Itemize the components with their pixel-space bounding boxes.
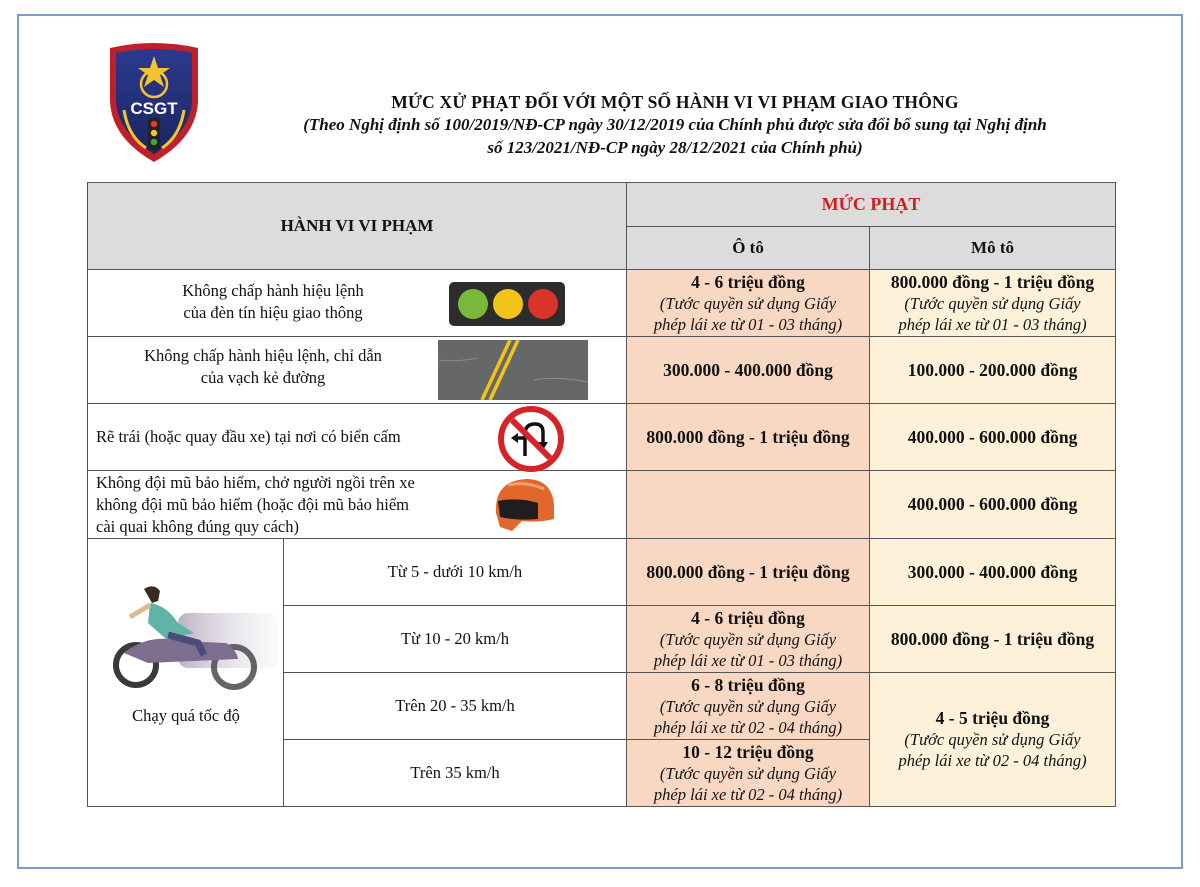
moto-fine-cell [870,673,1116,807]
car-fine: 4 - 6 triệu đồng [691,607,805,628]
behavior-line: Rẽ trái (hoặc quay đầu xe) tại nơi có biển cấm [96,427,401,446]
car-fine-cell [627,673,870,740]
header-penalty: MỨC PHẠT [627,183,1116,227]
moto-fine-cell [870,471,1116,539]
car-fine: 800.000 đồng - 1 triệu đồng [646,561,850,582]
no-left-turn-sign-icon [498,406,564,477]
speed-range: Từ 5 - dưới 10 km/h [284,539,627,606]
car-fine-cell [627,740,870,807]
moto-fine-cell [870,270,1116,337]
moto-fine: 800.000 đồng - 1 triệu đồng [890,271,1095,292]
car-note: phép lái xe từ 01 - 03 tháng) [653,650,843,670]
behavior-traffic-light [88,270,627,337]
behavior-line: của vạch kẻ đường [200,368,326,387]
moto-note: phép lái xe từ 02 - 04 tháng) [898,751,1087,770]
car-fine-cell [627,270,870,337]
speeding-motorbike-icon [108,583,280,698]
speeding-label: Chạy quá tốc độ [132,706,240,725]
moto-fine: 800.000 đồng - 1 triệu đồng [890,628,1095,649]
car-note: phép lái xe từ 01 - 03 tháng) [653,314,843,334]
behavior-line: của đèn tín hiệu giao thông [183,303,363,322]
car-note: phép lái xe từ 02 - 04 tháng) [653,717,843,737]
car-fine-cell [627,606,870,673]
car-note: (Tước quyền sử dụng Giấy [659,629,837,649]
behavior-line: Không đội mũ bảo hiểm, chở người ngồi trên xe [96,473,415,492]
traffic-light-icon [447,280,567,333]
moto-fine-cell [870,606,1116,673]
header-car: Ô tô [627,227,870,270]
moto-fine: 4 - 5 triệu đồng [935,708,1050,728]
behavior-no-left-turn [88,404,627,471]
car-fine: 6 - 8 triệu đồng [691,674,805,695]
behavior-line: Không chấp hành hiệu lệnh [182,281,364,300]
speed-range: Trên 35 km/h [284,740,627,807]
penalty-table [87,182,1116,807]
car-fine-cell [627,471,870,539]
behavior-speeding [88,539,284,807]
behavior-line: không đội mũ bảo hiểm (hoặc đội mũ bảo hiểm [96,495,409,514]
behavior-line: Không chấp hành hiệu lệnh, chỉ dẫn [144,346,382,365]
road-marking-icon [438,340,588,405]
moto-fine-cell [870,404,1116,471]
moto-note: (Tước quyền sử dụng Giấy [904,293,1081,313]
speed-range: Trên 20 - 35 km/h [284,673,627,740]
document-subtitle-line2: số 123/2021/NĐ-CP ngày 28/12/2021 của Chính phủ) [487,138,863,157]
csgt-logo [104,40,204,166]
car-fine-cell [627,404,870,471]
speed-range: Từ 10 - 20 km/h [284,606,627,673]
helmet-icon [488,475,558,540]
moto-fine: 400.000 - 600.000 đồng [907,494,1078,514]
car-fine-cell [627,539,870,606]
moto-fine: 300.000 - 400.000 đồng [907,561,1078,582]
behavior-no-helmet [88,471,627,539]
car-note: (Tước quyền sử dụng Giấy [659,293,837,313]
car-note: (Tước quyền sử dụng Giấy [659,763,837,783]
moto-fine: 100.000 - 200.000 đồng [907,359,1078,380]
svg-text:CSGT: CSGT [130,99,178,118]
behavior-line: cài quai không đúng quy cách) [96,517,299,536]
car-fine: 10 - 12 triệu đồng [682,741,814,762]
moto-note: (Tước quyền sử dụng Giấy [904,730,1081,749]
car-fine-cell [627,337,870,404]
moto-fine-cell [870,539,1116,606]
moto-fine-cell [870,337,1116,404]
header-moto: Mô tô [870,227,1116,270]
moto-note: phép lái xe từ 01 - 03 tháng) [898,314,1087,334]
behavior-road-marking [88,337,627,404]
car-fine: 800.000 đồng - 1 triệu đồng [646,426,850,447]
document-subtitle-line1: (Theo Nghị định số 100/2019/NĐ-CP ngày 30/12/2019 của Chính phủ được sửa đổi bổ sung tại Nghị định [303,115,1047,134]
document-title: MỨC XỬ PHẠT ĐỐI VỚI MỘT SỐ HÀNH VI VI PHẠM GIAO THÔNG [391,92,959,112]
car-note: (Tước quyền sử dụng Giấy [659,696,837,716]
document-header [250,92,1100,159]
header-behavior: HÀNH VI VI PHẠM [88,183,627,270]
car-fine: 4 - 6 triệu đồng [691,271,805,292]
car-fine: 300.000 - 400.000 đồng [663,359,833,380]
moto-fine: 400.000 - 600.000 đồng [907,426,1078,447]
car-note: phép lái xe từ 02 - 04 tháng) [653,784,843,804]
